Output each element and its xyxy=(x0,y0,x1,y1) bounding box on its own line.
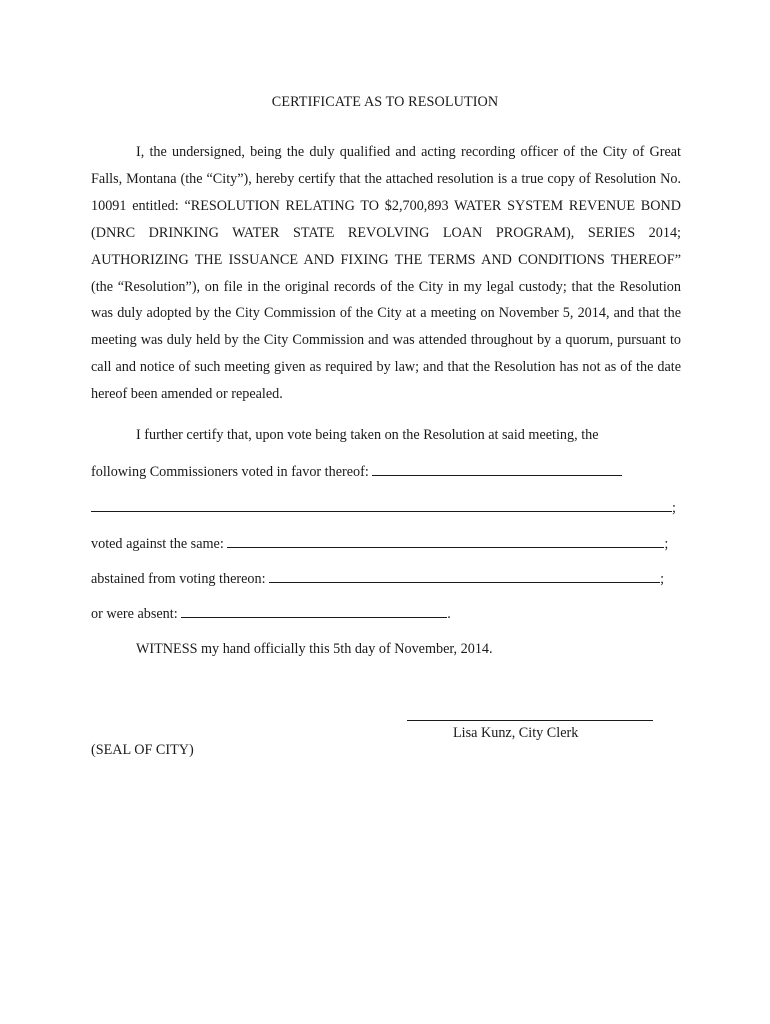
absent-row xyxy=(91,603,451,624)
abstained-blank xyxy=(269,568,660,583)
against-row xyxy=(91,533,668,554)
absent-label: or were absent: xyxy=(91,606,178,622)
semicolon: ; xyxy=(664,536,669,552)
signature-line xyxy=(407,720,653,721)
in-favor-row xyxy=(91,461,622,482)
signatory-name: Lisa Kunz, City Clerk xyxy=(453,725,579,741)
in-favor-continuation-blank xyxy=(91,497,672,512)
seal-placeholder: (SEAL OF CITY) xyxy=(91,742,194,758)
abstained-label: abstained from voting thereon: xyxy=(91,571,266,587)
in-favor-label: following Commissioners voted in favor thereof: xyxy=(91,464,369,480)
semicolon: ; xyxy=(660,571,665,587)
absent-blank xyxy=(181,603,447,618)
period: . xyxy=(447,606,451,622)
semicolon: ; xyxy=(672,500,676,516)
against-blank xyxy=(227,533,664,548)
in-favor-blank xyxy=(372,461,622,476)
witness-line: WITNESS my hand officially this 5th day of November, 2014. xyxy=(136,641,493,657)
against-label: voted against the same: xyxy=(91,536,224,552)
vote-intro-line: I further certify that, upon vote being taken on the Resolution at said meeting, the xyxy=(136,427,599,443)
certification-paragraph: I, the undersigned, being the duly qualified and acting recording officer of the City of Great Falls, Montana (the “City”), hereby certify that the attached resolution is a true copy of Resolution No. 10091 entitled: “RESOLUTION RELATING TO $2,700,893 WATER SYSTEM REVENUE BOND (DNRC DRINKING WATER STATE REVOLVING LOAN PROGRAM), SERIES 2014; AUTHORIZING THE ISSUANCE AND FIXING THE TERMS AND CONDITIONS THEREOF” (the “Resolution”), on file in the original records of the City in my legal custody; that the Resolution was duly adopted by the City Commission of the City at a meeting on November 5, 2014, and that the meeting was duly held by the City Commission and was attended throughout by a quorum, pursuant to call and notice of such meeting given as required by law; and that the Resolution has not as of the date hereof been amended or repealed. xyxy=(91,144,681,403)
abstained-row xyxy=(91,568,664,589)
in-favor-continuation-row xyxy=(91,497,676,518)
document-title: CERTIFICATE AS TO RESOLUTION xyxy=(271,94,499,110)
